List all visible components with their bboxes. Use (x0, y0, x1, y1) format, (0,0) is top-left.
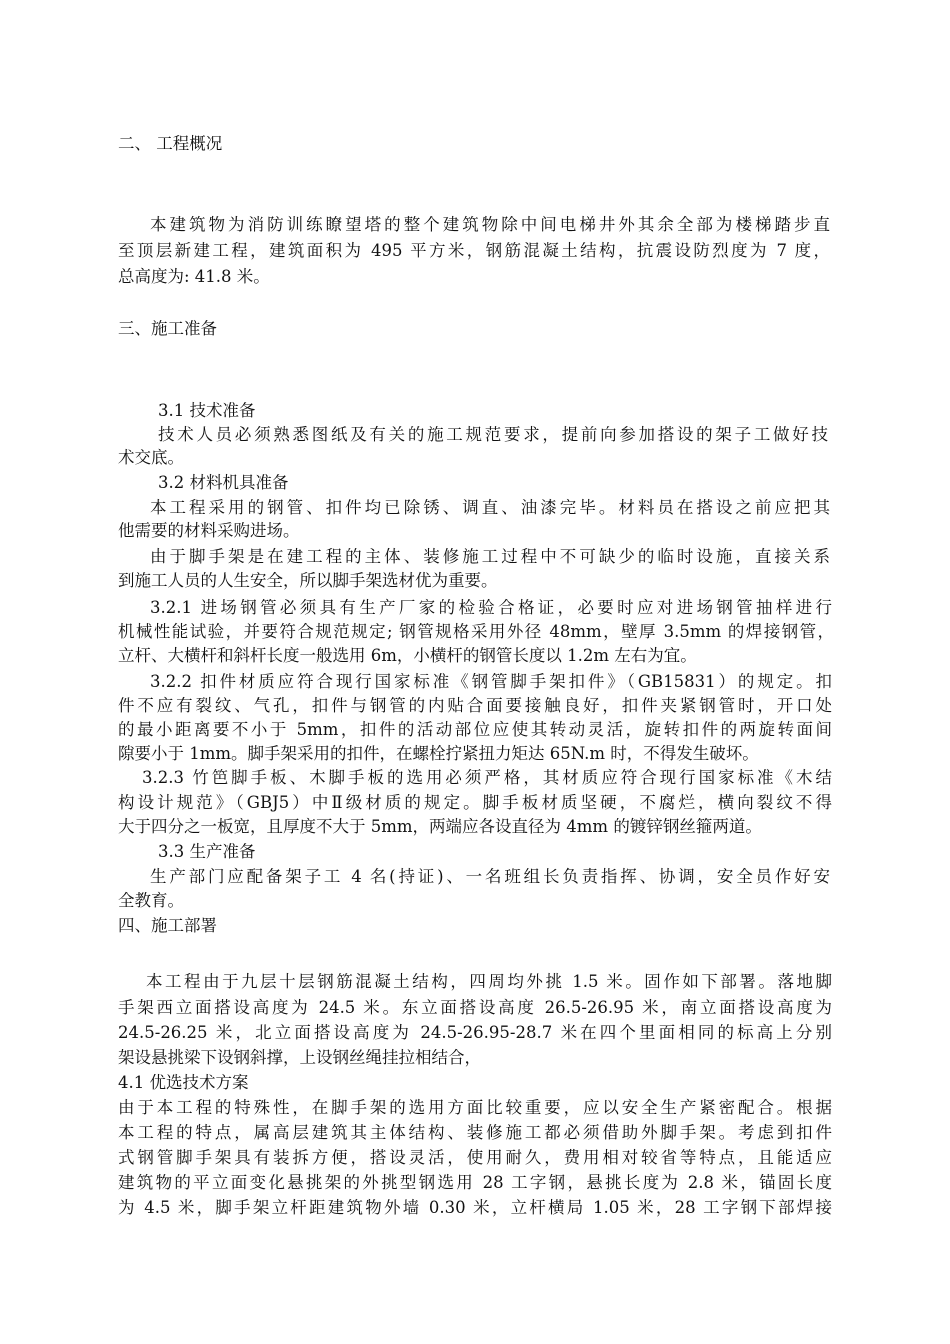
heading-construction-deployment: 四、施工部署 (118, 916, 217, 935)
section-4-1-line-2: 本工程的特点，属高层建筑其主体结构、装修施工都必须借助外脚手架。考虑到扣件 (118, 1123, 832, 1142)
section-4-1-line-4: 建筑物的平立面变化悬挑架的外挑型钢选用 28 工字钢，悬挑长度为 2.8 米，锚固长度 (118, 1173, 832, 1192)
section-3-2-1-line-2: 机械性能试验，并要符合规范规定; 钢管规格采用外径 48mm，壁厚 3.5mm 的焊接钢管， (118, 622, 834, 641)
overview-line-2: 至顶层新建工程，建筑面积为 495 平方米，钢筋混凝土结构，抗震设防烈度为 7 度， (118, 241, 830, 260)
section-3-2-3-line-2: 构设计规范》（GBJ5）中Ⅱ级材质的规定。脚手板材质坚硬，不腐烂，横向裂纹不得 (118, 793, 832, 812)
heading-construction-preparation: 三、施工准备 (118, 319, 217, 338)
section-3-1-title: 3.1 技术准备 (158, 401, 256, 420)
section-4-1-title: 4.1 优选技术方案 (118, 1073, 249, 1092)
section-3-2-1-line-1: 3.2.1 进场钢管必须具有生产厂家的检验合格证，必要时应对进场钢管抽样进行 (150, 598, 832, 617)
section-3-1-line-2: 术交底。 (118, 448, 184, 467)
section-3-2-p1-line-1: 本工程采用的钢管、扣件均已除锈、调直、油漆完毕。材料员在搭设之前应把其 (150, 498, 830, 517)
section-3-2-1-line-3: 立杆、大横杆和斜杆长度一般选用 6m，小横杆的钢管长度以 1.2m 左右为宜。 (118, 646, 697, 665)
section-3-2-2-line-3: 的最小距离要不小于 5mm，扣件的活动部位应使其转动灵活，旋转扣件的两旋转面间 (118, 720, 832, 739)
deployment-line-3: 24.5-26.25 米，北立面搭设高度为 24.5-26.95-28.7 米在四个里面相同的标高上分别 (118, 1023, 832, 1042)
section-3-2-p2-line-1: 由于脚手架是在建工程的主体、装修施工过程中不可缺少的临时设施，直接关系 (150, 547, 830, 566)
section-3-2-2-line-4: 隙要小于 1mm。脚手架采用的扣件，在螺栓拧紧扭力矩达 65N.m 时，不得发生破坏。 (118, 744, 759, 763)
section-3-2-p2-line-2: 到施工人员的人生安全，所以脚手架选材优为重要。 (118, 571, 498, 590)
section-3-3-title: 3.3 生产准备 (158, 842, 256, 861)
section-4-1-line-3: 式钢管脚手架具有装拆方便，搭设灵活，使用耐久，费用相对较省等特点，且能适应 (118, 1148, 832, 1167)
section-3-2-2-line-2: 件不应有裂纹、气孔，扣件与钢管的内贴合面要接触良好，扣件夹紧钢管时，开口处 (118, 696, 832, 715)
deployment-line-4: 架设悬挑梁下设钢斜撑，上设钢丝绳挂拉相结合， (118, 1048, 481, 1067)
deployment-line-2: 手架西立面搭设高度为 24.5 米。东立面搭设高度 26.5-26.95 米，南立面搭设高度为 (118, 998, 832, 1017)
section-4-1-line-1: 由于本工程的特殊性，在脚手架的选用方面比较重要，应以安全生产紧密配合。根据 (118, 1098, 832, 1117)
section-3-3-line-1: 生产部门应配备架子工 4 名(持证)、一名班组长负责指挥、协调，安全员作好安 (150, 867, 830, 886)
section-3-3-line-2: 全教育。 (118, 891, 184, 910)
section-3-2-title: 3.2 材料机具准备 (158, 473, 289, 492)
heading-project-overview: 二、 工程概况 (118, 134, 223, 153)
section-3-2-3-line-1: 3.2.3 竹笆脚手板、木脚手板的选用必须严格，其材质应符合现行国家标准《木结 (142, 768, 832, 787)
section-3-2-p1-line-2: 他需要的材料采购进场。 (118, 521, 300, 540)
overview-line-1: 本建筑物为消防训练瞭望塔的整个建筑物除中间电梯井外其余全部为楼梯踏步直 (150, 215, 830, 234)
section-3-1-line-1: 技术人员必须熟悉图纸及有关的施工规范要求，提前向参加搭设的架子工做好技 (158, 425, 828, 444)
overview-line-3: 总高度为: 41.8 米。 (118, 267, 270, 286)
deployment-line-1: 本工程由于九层十层钢筋混凝土结构，四周均外挑 1.5 米。固作如下部署。落地脚 (146, 972, 832, 991)
section-3-2-3-line-3: 大于四分之一板宽，且厚度不大于 5mm，两端应各设直径为 4mm 的镀锌钢丝箍两道。 (118, 817, 762, 836)
section-4-1-line-5: 为 4.5 米，脚手架立杆距建筑物外墙 0.30 米，立杆横局 1.05 米，28 工字钢下部焊接 (118, 1198, 832, 1217)
section-3-2-2-line-1: 3.2.2 扣件材质应符合现行国家标准《钢管脚手架扣件》（GB15831）的规定。扣 (150, 672, 832, 691)
